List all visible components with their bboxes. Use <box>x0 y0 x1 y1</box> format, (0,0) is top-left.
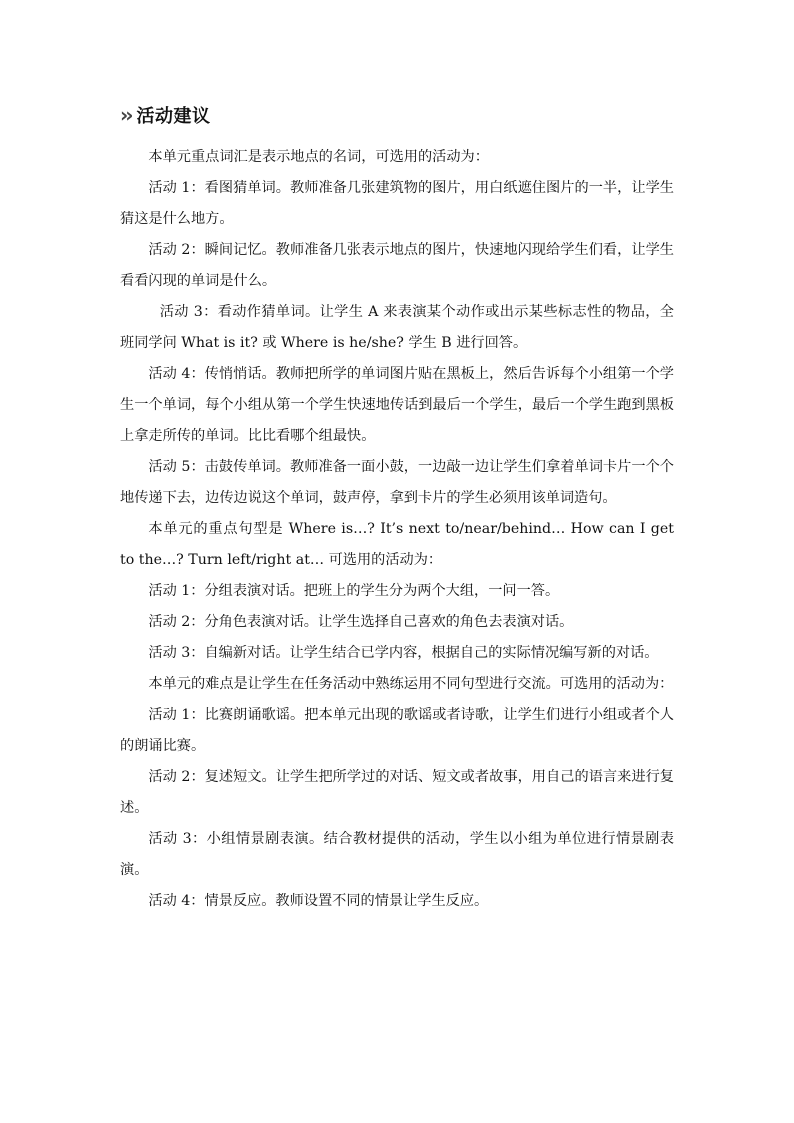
paragraph-sentence-activity-1: 活动 1：分组表演对话。把班上的学生分为两个大组，一问一答。 <box>148 583 560 599</box>
paragraph-difficulty-activity-2: 活动 2：复述短文。让学生把所学过的对话、短文或者故事，用自己的语言来进行复述。 <box>120 769 674 816</box>
paragraph-vocab-activity-1: 活动 1：看图猜单词。教师准备几张建筑物的图片，用白纸遮住图片的一半，让学生猜这是什么地方。 <box>120 180 674 227</box>
body-text <box>120 142 674 917</box>
paragraph-difficulty-activity-3: 活动 3：小组情景剧表演。结合教材提供的活动，学生以小组为单位进行情景剧表演。 <box>120 831 674 878</box>
paragraph-sentence-activity-3: 活动 3：自编新对话。让学生结合已学内容，根据自己的实际情况编写新的对话。 <box>148 645 659 661</box>
paragraph-vocab-activity-2: 活动 2：瞬间记忆。教师准备几张表示地点的图片，快速地闪现给学生们看，让学生看看闪现的单词是什么。 <box>120 242 674 289</box>
section-heading <box>120 100 210 130</box>
paragraph-vocab-activity-5: 活动 5：击鼓传单词。教师准备一面小鼓，一边敲一边让学生们拿着单词卡片一个个地传递下去，边传边说这个单词，鼓声停，拿到卡片的学生必须用该单词造句。 <box>120 459 674 506</box>
paragraph-difficulty-intro: 本单元的难点是让学生在任务活动中熟练运用不同句型进行交流。可选用的活动为： <box>148 676 674 692</box>
section-title: 活动建议 <box>136 106 211 127</box>
paragraph-vocab-activity-4: 活动 4：传悄悄话。教师把所学的单词图片贴在黑板上，然后告诉每个小组第一个学生一个单词，每个小组从第一个学生快速地传话到最后一个学生，最后一个学生跑到黑板上拿走所传的单词。比比看哪个组最快。 <box>120 366 674 444</box>
paragraph-difficulty-activity-4: 活动 4：情景反应。教师设置不同的情景让学生反应。 <box>148 893 489 909</box>
paragraph-difficulty-activity-1: 活动 1：比赛朗诵歌谣。把本单元出现的歌谣或者诗歌，让学生们进行小组或者个人的朗诵比赛。 <box>120 707 674 754</box>
chevron-marker-icon: ›› <box>120 103 131 127</box>
paragraph-vocab-intro: 本单元重点词汇是表示地点的名词，可选用的活动为： <box>148 149 489 165</box>
paragraph-sentence-intro: 本单元的重点句型是 Where is…? It’s next to/near/behind… How can I get to the…? Turn left/right at… 可选用的活动为： <box>120 521 674 568</box>
paragraph-sentence-activity-2: 活动 2：分角色表演对话。让学生选择自己喜欢的角色去表演对话。 <box>148 614 574 630</box>
paragraph-vocab-activity-3: 活动 3：看动作猜单词。让学生 A 来表演某个动作或出示某些标志性的物品，全班同学问 What is it? 或 Where is he/she? 学生 B 进行回答。 <box>120 304 674 351</box>
